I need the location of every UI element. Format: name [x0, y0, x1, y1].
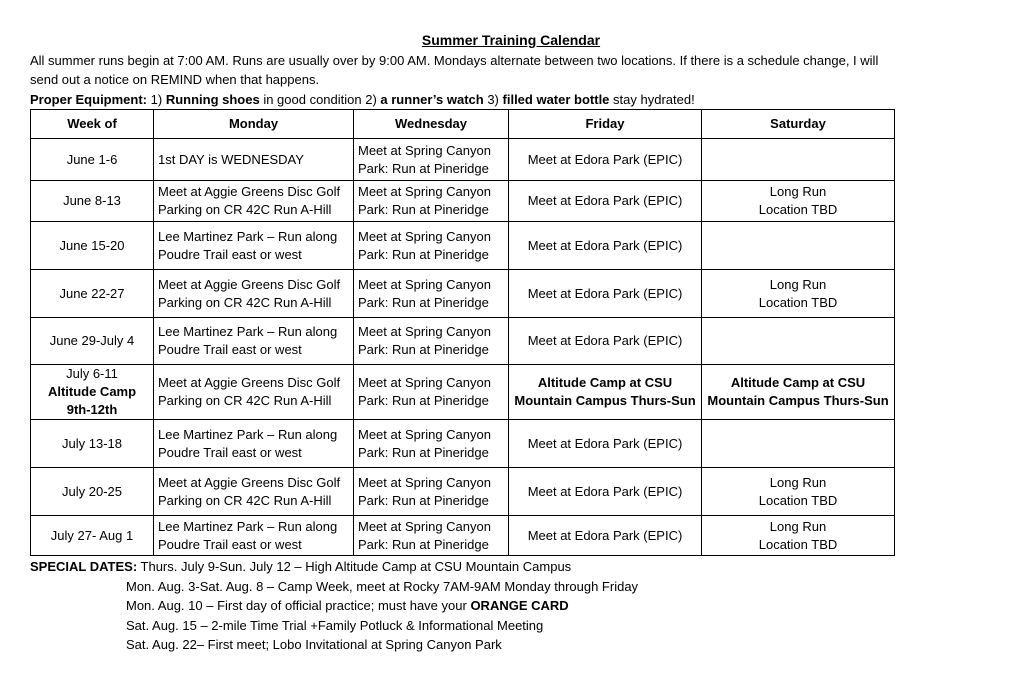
cell-line: Meet at Edora Park (EPIC) [527, 527, 683, 543]
cell-line: Meet at Spring Canyon [358, 474, 491, 490]
cell-line: Long Run [769, 276, 827, 292]
cell-line: Meet at Spring Canyon [358, 426, 491, 442]
orange-card-text: ORANGE CARD [470, 598, 569, 613]
cell-line: Altitude Camp at CSU [537, 375, 673, 390]
friday-cell [509, 420, 702, 468]
cell-line: Meet at Spring Canyon [358, 142, 491, 158]
cell-line: Altitude Camp at CSU [730, 375, 866, 390]
cell-line: Long Run [769, 184, 827, 199]
table-row [31, 222, 895, 270]
cell-line: Lee Martinez Park – Run along [158, 324, 338, 339]
cell-line: July 6-11 [66, 366, 118, 381]
cell-line: Poudre Trail east or west [158, 342, 302, 357]
monday-cell [154, 365, 354, 420]
saturday-cell [702, 318, 895, 365]
special-dates-text: Mon. Aug. 10 – First day of official practice; must have your [126, 598, 471, 613]
cell-line: Meet at Edora Park (EPIC) [527, 151, 683, 167]
cell-line: Lee Martinez Park – Run along [158, 518, 338, 534]
monday-cell [154, 420, 354, 468]
wednesday-cell [354, 516, 509, 556]
cell-line: Parking on CR 42C Run A-Hill [158, 294, 332, 310]
equipment-item: Running shoes [165, 92, 260, 107]
cell-line: Meet at Edora Park (EPIC) [527, 435, 683, 451]
cell-line: Meet at Spring Canyon [358, 375, 491, 390]
cell-line: Lee Martinez Park – Run along [158, 228, 338, 244]
wednesday-cell [354, 318, 509, 365]
cell-line: Altitude Camp [47, 384, 137, 399]
cell-line: Meet at Edora Park (EPIC) [527, 285, 683, 301]
cell-line: Park: Run at Pineridge [358, 492, 489, 508]
wednesday-cell [354, 420, 509, 468]
wednesday-cell [354, 222, 509, 270]
equipment-label: Proper Equipment: [30, 92, 148, 107]
equipment-text: stay hydrated! [609, 92, 695, 107]
wednesday-cell [354, 468, 509, 516]
header-saturday: Saturday [702, 110, 895, 139]
cell-line: Long Run [769, 518, 827, 534]
special-dates-label: SPECIAL DATES: [30, 559, 138, 574]
monday-cell [154, 468, 354, 516]
page-title: Summer Training Calendar [421, 32, 601, 48]
cell-line: June 1-6 [66, 151, 118, 167]
cell-line: Meet at Aggie Greens Disc Golf [158, 184, 341, 199]
cell-line: 1st DAY is WEDNESDAY [158, 151, 304, 167]
table-row [31, 365, 895, 420]
table-row [31, 139, 895, 181]
equipment-item: filled water bottle [502, 92, 610, 107]
wednesday-cell [354, 365, 509, 420]
special-dates-line: Mon. Aug. 3-Sat. Aug. 8 – Camp Week, meet at Rocky 7AM-9AM Monday through Friday [126, 578, 639, 594]
monday-cell [154, 516, 354, 556]
week-cell [31, 468, 154, 516]
cell-line: 9th-12th [66, 402, 118, 417]
cell-line: Park: Run at Pineridge [358, 294, 489, 310]
cell-line: Mountain Campus Thurs-Sun [707, 393, 889, 408]
cell-line: Meet at Edora Park (EPIC) [527, 483, 683, 499]
table-row [31, 420, 895, 468]
monday-cell [154, 139, 354, 181]
friday-cell [509, 139, 702, 181]
cell-line: July 13-18 [62, 435, 122, 451]
friday-cell [509, 181, 702, 222]
training-calendar-table [30, 109, 895, 556]
special-dates-line: Sat. Aug. 15 – 2-mile Time Trial +Family Potluck & Informational Meeting [126, 617, 544, 633]
cell-line: July 20-25 [62, 483, 122, 499]
monday-cell [154, 318, 354, 365]
cell-line: Park: Run at Pineridge [358, 160, 489, 176]
cell-line: June 29-July 4 [49, 333, 135, 348]
saturday-cell [702, 468, 895, 516]
saturday-cell [702, 139, 895, 181]
cell-line: Location TBD [758, 492, 838, 508]
cell-line: Meet at Aggie Greens Disc Golf [158, 276, 341, 292]
cell-line: Park: Run at Pineridge [358, 393, 489, 408]
cell-line: Park: Run at Pineridge [358, 246, 489, 262]
cell-line: Meet at Edora Park (EPIC) [527, 333, 683, 348]
cell-line: July 27- Aug 1 [50, 527, 134, 543]
cell-line: Meet at Edora Park (EPIC) [527, 193, 683, 208]
table-row [31, 318, 895, 365]
monday-cell [154, 222, 354, 270]
monday-cell [154, 270, 354, 318]
table-row [31, 181, 895, 222]
header-monday: Monday [154, 110, 354, 139]
week-cell [31, 420, 154, 468]
cell-line: Parking on CR 42C Run A-Hill [158, 492, 332, 508]
cell-line: Poudre Trail east or west [158, 536, 302, 552]
friday-cell [509, 222, 702, 270]
cell-line: Park: Run at Pineridge [358, 536, 489, 552]
cell-line: Location TBD [758, 202, 838, 217]
equipment-line [30, 90, 910, 109]
week-cell [31, 318, 154, 365]
cell-line: Meet at Edora Park (EPIC) [527, 237, 683, 253]
cell-line: Parking on CR 42C Run A-Hill [158, 393, 332, 408]
cell-line: Park: Run at Pineridge [358, 202, 489, 217]
header-friday: Friday [509, 110, 702, 139]
cell-line: Lee Martinez Park – Run along [158, 426, 338, 442]
cell-line: Poudre Trail east or west [158, 246, 302, 262]
wednesday-cell [354, 181, 509, 222]
equipment-text: 3) [483, 92, 503, 107]
saturday-cell [702, 365, 895, 420]
week-cell [31, 365, 154, 420]
cell-line: Long Run [769, 474, 827, 490]
cell-line: Location TBD [758, 294, 838, 310]
week-cell [31, 181, 154, 222]
week-cell [31, 516, 154, 556]
cell-line: Meet at Spring Canyon [358, 518, 491, 534]
cell-line: Park: Run at Pineridge [358, 444, 489, 460]
header-week-of: Week of [31, 110, 154, 139]
equipment-text: in good condition 2) [259, 92, 381, 107]
week-cell [31, 270, 154, 318]
header-wednesday: Wednesday [354, 110, 509, 139]
wednesday-cell [354, 270, 509, 318]
cell-line: Meet at Spring Canyon [358, 184, 491, 199]
week-cell [31, 222, 154, 270]
special-dates [30, 557, 930, 655]
cell-line: Location TBD [758, 536, 838, 552]
table-row [31, 468, 895, 516]
saturday-cell [702, 420, 895, 468]
special-dates-line [30, 557, 930, 577]
friday-cell [509, 365, 702, 420]
cell-line: Parking on CR 42C Run A-Hill [158, 202, 332, 217]
table-row [31, 270, 895, 318]
cell-line: Mountain Campus Thurs-Sun [514, 393, 696, 408]
cell-line: Park: Run at Pineridge [358, 342, 489, 357]
wednesday-cell [354, 139, 509, 181]
cell-line: June 15-20 [59, 237, 125, 253]
cell-line: Poudre Trail east or west [158, 444, 302, 460]
friday-cell [509, 270, 702, 318]
table-header-row [31, 110, 895, 139]
saturday-cell [702, 516, 895, 556]
equipment-item: a runner’s watch [380, 92, 484, 107]
cell-line: Meet at Spring Canyon [358, 276, 491, 292]
equipment-text: 1) [147, 92, 166, 107]
friday-cell [509, 468, 702, 516]
monday-cell [154, 181, 354, 222]
week-cell [31, 139, 154, 181]
saturday-cell [702, 222, 895, 270]
cell-line: Meet at Aggie Greens Disc Golf [158, 474, 341, 490]
cell-line: June 22-27 [59, 285, 125, 301]
saturday-cell [702, 270, 895, 318]
intro-paragraph: All summer runs begin at 7:00 AM. Runs are usually over by 9:00 AM. Mondays alternate between two locations. If there is a schedule change, I will send out a notice on REMIND when that happens. [30, 53, 879, 87]
cell-line: Meet at Aggie Greens Disc Golf [158, 375, 341, 390]
friday-cell [509, 318, 702, 365]
friday-cell [509, 516, 702, 556]
cell-line: Meet at Spring Canyon [358, 324, 491, 339]
special-dates-line: Sat. Aug. 22– First meet; Lobo Invitational at Spring Canyon Park [126, 637, 502, 652]
table-row [31, 516, 895, 556]
special-dates-text: Thurs. July 9-Sun. July 12 – High Altitude Camp at CSU Mountain Campus [137, 559, 572, 574]
special-dates-line [30, 596, 930, 616]
cell-line: June 8-13 [63, 193, 121, 208]
cell-line: Meet at Spring Canyon [358, 228, 491, 244]
saturday-cell [702, 181, 895, 222]
